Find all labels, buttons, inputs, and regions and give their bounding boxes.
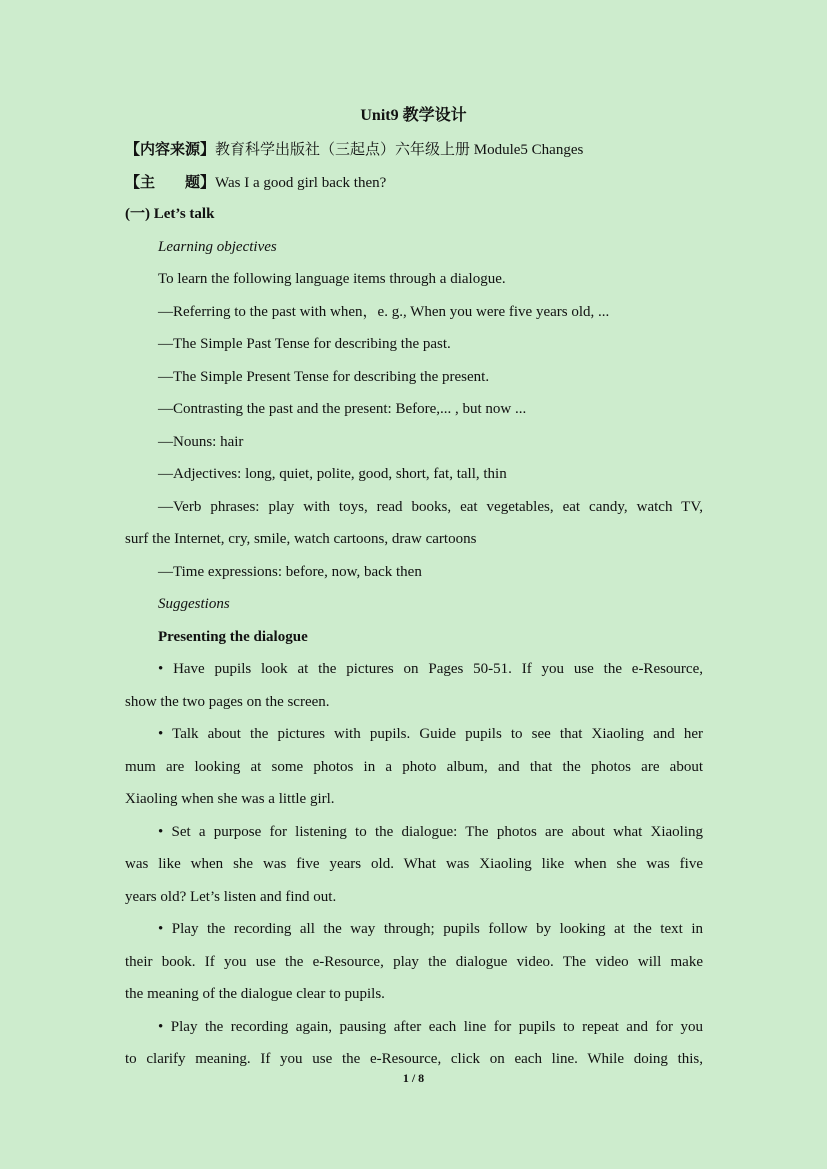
source-line [125,139,703,160]
objective-item: —Time expressions: before, now, back then [158,564,422,580]
presenting-heading: Presenting the dialogue [158,629,308,645]
objective-item: —Verb phrases: play with toys, read books, eat vegetables, eat candy, watch TV, [158,499,703,515]
objective-item: —Nouns: hair [158,434,244,450]
bullet-line: years old? Let’s listen and find out. [125,889,337,905]
objective-item: —The Simple Present Tense for describing the present. [158,369,490,385]
objective-item-continued: surf the Internet, cry, smile, watch cartoons, draw cartoons [125,531,477,547]
objective-item: —The Simple Past Tense for describing the past. [158,336,451,352]
source-label: 【内容来源】 [125,140,216,158]
topic-label-open: 【主 [125,173,156,191]
bullet-line: the meaning of the dialogue clear to pupils. [125,986,385,1002]
bullet-line: to clarify meaning. If you use the e-Resource, click on each line. While doing this, [125,1051,703,1067]
bullet-line: • Play the recording again, pausing after each line for pupils to repeat and for you [158,1019,703,1035]
objective-item: —Contrasting the past and the present: Before,... , but now ... [158,401,527,417]
objective-item: —Adjectives: long, quiet, polite, good, short, fat, tall, thin [158,466,507,482]
page-number: 1 / 8 [402,1071,425,1085]
bullet-line: mum are looking at some photos in a photo album, and that the photos are about [125,759,703,775]
topic-line [125,172,703,193]
objectives-heading: Learning objectives [158,239,277,255]
suggestions-heading: Suggestions [158,596,230,612]
bullet-line: • Have pupils look at the pictures on Pages 50-51. If you use the e-Resource, [158,661,703,677]
objectives-intro: To learn the following language items through a dialogue. [158,271,506,287]
bullet-line: Xiaoling when she was a little girl. [125,791,335,807]
source-text: 教育科学出版社（三起点）六年级上册 Module5 Changes [215,142,584,158]
bullet-line: • Talk about the pictures with pupils. Guide pupils to see that Xiaoling and her [158,726,703,742]
topic-label-close: 题】 [185,173,216,191]
bullet-line: • Set a purpose for listening to the dialogue: The photos are about what Xiaoling [158,824,703,840]
section-heading: (一) Let’s talk [125,206,215,222]
bullet-line: their book. If you use the e-Resource, play the dialogue video. The video will make [125,954,703,970]
topic-text: Was I a good girl back then? [215,175,387,191]
bullet-line: was like when she was five years old. What was Xiaoling like when she was five [125,856,703,872]
document-title: Unit9 教学设计 [360,107,467,124]
bullet-line: • Play the recording all the way through; pupils follow by looking at the text in [158,921,703,937]
bullet-line: show the two pages on the screen. [125,694,330,710]
objective-item: —Referring to the past with when，e. g., When you were five years old, ... [158,304,610,320]
